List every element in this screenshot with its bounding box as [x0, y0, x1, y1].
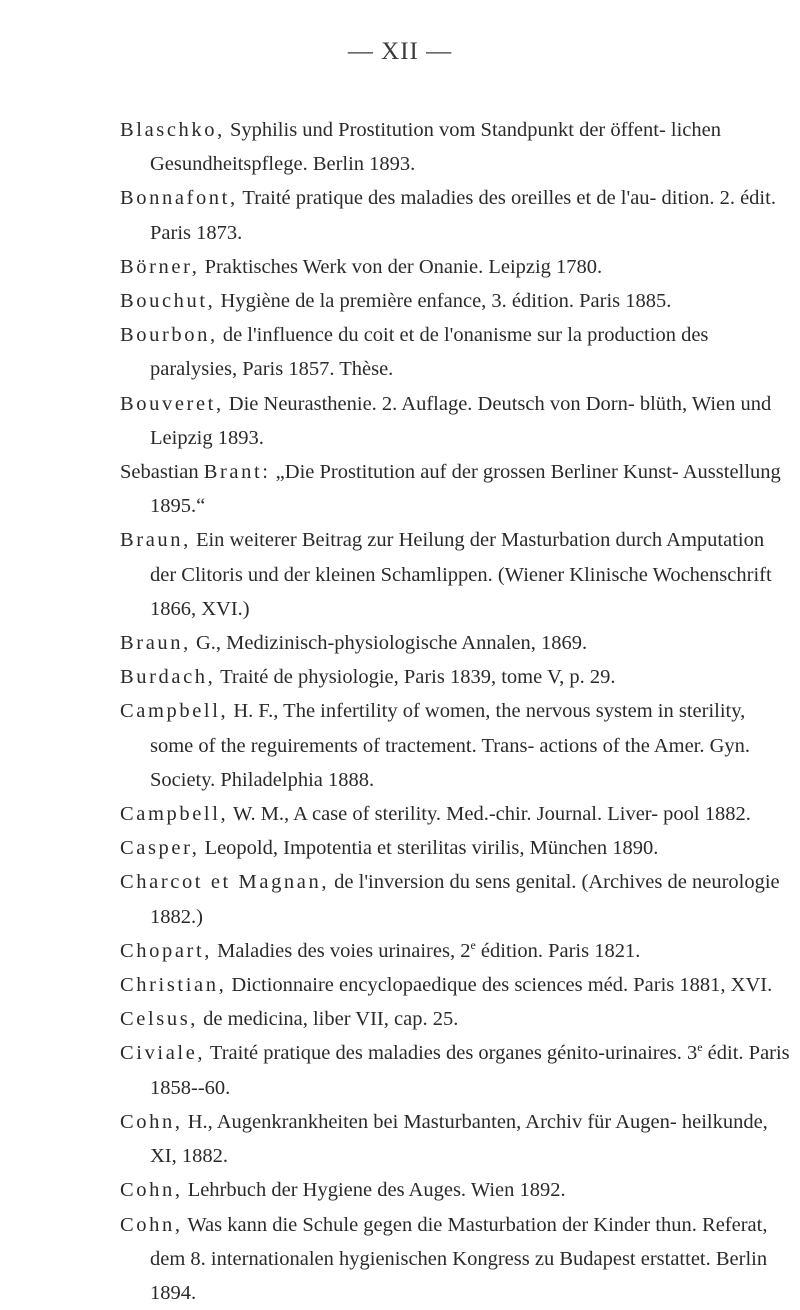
bibliography-entry	[120, 113, 790, 181]
bibliography-entry	[120, 1208, 790, 1310]
bibliography-entry	[120, 831, 790, 865]
entry-author: Bourbon,	[120, 324, 218, 346]
bibliography-entry	[120, 865, 790, 933]
bibliography-entry	[120, 968, 790, 1002]
entry-text: Maladies des voies urinaires, 2	[212, 940, 470, 962]
entry-text: de l'inversion du sens genital. (Archives de neurologie 1882.)	[150, 871, 780, 927]
entry-author: Cohn,	[120, 1111, 183, 1133]
bibliography-entry	[120, 660, 790, 694]
entry-author: Brant:	[204, 461, 271, 483]
entry-text: Lehrbuch der Hygiene des Auges. Wien 1892.	[183, 1179, 566, 1201]
entry-author: Blaschko,	[120, 119, 225, 141]
entry-author: Cohn,	[120, 1214, 183, 1236]
entry-text-after: édit. Paris 1858--60.	[150, 1042, 790, 1098]
entry-text: Traité pratique des maladies des oreilles et de l'au- dition. 2. édit. Paris 1873.	[150, 187, 776, 243]
bibliography-entry	[120, 181, 790, 249]
bibliography-entry	[120, 626, 790, 660]
entry-text: Syphilis und Prostitution vom Standpunkt der öffent- lichen Gesundheitspflege. Berlin 1893.	[150, 119, 721, 175]
superscript: e	[697, 1041, 702, 1055]
entry-author: Casper,	[120, 837, 199, 859]
entry-prefix: Sebastian	[120, 461, 204, 483]
bibliography-entry	[120, 284, 790, 318]
bibliography-entry	[120, 934, 790, 968]
entry-author: Campbell,	[120, 803, 228, 825]
superscript: e	[470, 938, 475, 952]
bibliography-entry	[120, 523, 790, 626]
entry-text-after: édition. Paris 1821.	[476, 940, 641, 962]
entry-author: Burdach,	[120, 666, 215, 688]
entry-text: Dictionnaire encyclopaedique des sciences méd. Paris 1881, XVI.	[226, 974, 772, 996]
entry-text: G., Medizinisch-physiologische Annalen, 1869.	[191, 632, 587, 654]
entry-text: Ein weiterer Beitrag zur Heilung der Masturbation durch Amputation der Clitoris und der kleinen Schamlippen. (Wiener Klinische Wochenschrift 1866, XVI.)	[150, 529, 772, 619]
entry-author: Celsus,	[120, 1008, 198, 1030]
entry-author: Bouveret,	[120, 393, 224, 415]
entry-text: Praktisches Werk von der Onanie. Leipzig 1780.	[199, 256, 602, 278]
bibliography-entry	[120, 318, 790, 386]
entry-author: Börner,	[120, 256, 199, 278]
bibliography-entry	[120, 1002, 790, 1036]
entry-text: W. M., A case of sterility. Med.-chir. Journal. Liver- pool 1882.	[228, 803, 751, 825]
entry-text: de medicina, liber VII, cap. 25.	[198, 1008, 458, 1030]
entry-text: H. F., The infertility of women, the nervous system in sterility, some of the reguirements of tractement. Trans- actions of the Amer. Gyn. Society. Philadelphia 1888.	[150, 700, 750, 790]
entry-text: „Die Prostitution auf der grossen Berliner Kunst- Ausstellung 1895.“	[150, 461, 781, 517]
entry-text: Was kann die Schule gegen die Masturbation der Kinder thun. Referat, dem 8. internationalen hygienischen Kongress zu Budapest erstattet. Berlin 1894.	[150, 1214, 767, 1304]
entry-author: Cohn,	[120, 1179, 183, 1201]
entry-author: Charcot et Magnan,	[120, 871, 329, 893]
entry-text: de l'influence du coit et de l'onanisme sur la production des paralysies, Paris 1857. Thèse.	[150, 324, 708, 380]
entry-author: Chopart,	[120, 940, 212, 962]
entry-text: Traité pratique des maladies des organes génito-urinaires. 3	[205, 1042, 697, 1064]
entry-author: Christian,	[120, 974, 226, 996]
entry-author: Civiale,	[120, 1042, 205, 1064]
entry-text: Die Neurasthenie. 2. Auflage. Deutsch von Dorn- blüth, Wien und Leipzig 1893.	[150, 393, 771, 449]
entry-text: Traité de physiologie, Paris 1839, tome V, p. 29.	[215, 666, 615, 688]
entry-text: Leopold, Impotentia et sterilitas virilis, München 1890.	[199, 837, 658, 859]
bibliography-entry	[120, 1105, 790, 1173]
bibliography-entry	[120, 1036, 790, 1104]
bibliography-entry	[120, 1173, 790, 1207]
entry-author: Campbell,	[120, 700, 228, 722]
bibliography-entry	[120, 694, 790, 797]
bibliography-entry	[120, 387, 790, 455]
page-number: — XII —	[0, 38, 800, 66]
entry-author: Bonnafont,	[120, 187, 238, 209]
bibliography-entry	[120, 250, 790, 284]
entry-author: Bouchut,	[120, 290, 215, 312]
entry-text: H., Augenkrankheiten bei Masturbanten, Archiv für Augen- heilkunde, XI, 1882.	[150, 1111, 768, 1167]
entry-text: Hygiène de la première enfance, 3. édition. Paris 1885.	[215, 290, 671, 312]
entry-author: Braun,	[120, 632, 191, 654]
bibliography-entry	[120, 455, 790, 523]
entry-author: Braun,	[120, 529, 191, 551]
bibliography-entry	[120, 797, 790, 831]
bibliography-list	[120, 113, 790, 1310]
